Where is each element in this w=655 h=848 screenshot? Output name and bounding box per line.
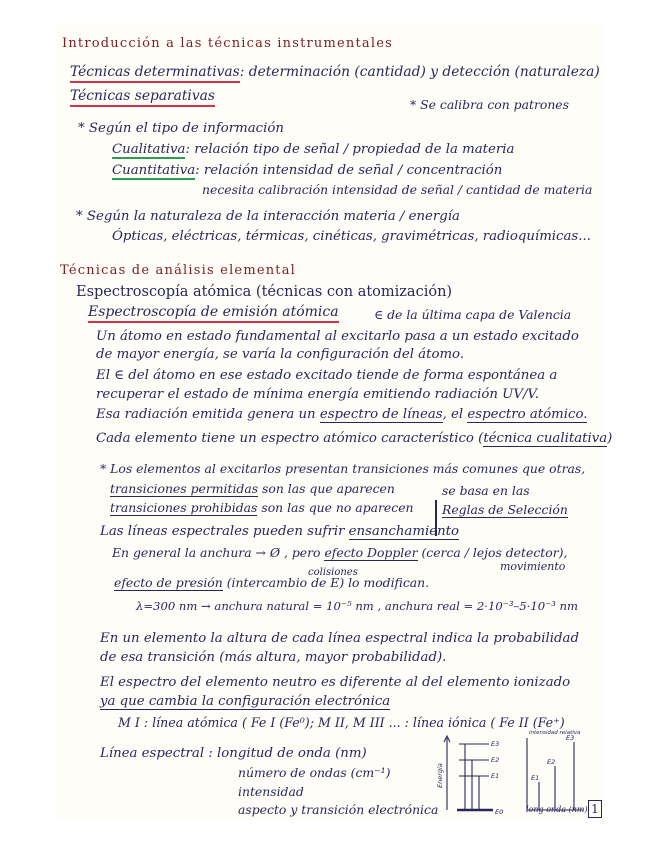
text: : determinación (cantidad) y detección (naturaleza)	[239, 64, 600, 80]
text: Las líneas espectrales pueden sufrir	[100, 524, 345, 539]
line-calibracion: necesita calibración intensidad de señal / cantidad de materia	[202, 182, 593, 197]
bullet-tipo-informacion: * Según el tipo de información	[78, 121, 284, 136]
term-reglas-seleccion: Reglas de Selección	[442, 502, 568, 517]
level-label-e1: E1	[491, 772, 500, 780]
term-permitidas: transiciones permitidas	[110, 481, 259, 496]
text: En general la anchura → Ø , pero	[112, 545, 321, 560]
line-permitidas	[110, 480, 395, 497]
line-anchuras: λ=300 nm → anchura natural = 10⁻⁵ nm , anchura real = 2·10⁻³–5·10⁻³ nm	[136, 599, 579, 613]
notes-page	[56, 24, 613, 820]
text: (intercambio de E) lo modifican.	[226, 575, 430, 590]
level-label-e0: E0	[495, 808, 504, 816]
term-tecnica-cualitativa: técnica cualitativa	[483, 431, 608, 446]
line-intensidad: intensidad	[238, 784, 304, 799]
term-espectro-atomico: espectro atómico.	[467, 407, 588, 422]
note-movimiento: movimiento	[500, 560, 566, 573]
para-line: Un átomo en estado fundamental al excitarlo pasa a un estado excitado	[96, 329, 579, 344]
term-cualitativa: Cualitativa	[112, 142, 186, 157]
line-linea-espectral: Línea espectral : longitud de onda (nm)	[100, 746, 367, 761]
line-espectro-caracteristico	[96, 430, 612, 447]
term-efecto-presion: efecto de presión	[114, 575, 223, 590]
line-determinativas	[70, 64, 600, 81]
text: (cerca / lejos detector),	[421, 545, 568, 560]
para-line: El ∈ del átomo en ese estado excitado tiende de forma espontánea a	[96, 368, 558, 383]
document-title: Introducción a las técnicas instrumentales	[62, 36, 393, 51]
term-prohibidas: transiciones prohibidas	[110, 500, 258, 515]
bullet-transiciones: * Los elementos al excitarlos presentan transiciones más comunes que otras,	[100, 461, 586, 476]
page-number: 1	[588, 800, 602, 818]
note-calibra: * Se calibra con patrones	[410, 97, 569, 112]
line-ensanchamiento	[100, 523, 459, 540]
line-espectro-lineas	[96, 406, 587, 423]
term-emision-atomica: Espectroscopía de emisión atómica	[88, 304, 339, 323]
level-label-e2: E2	[491, 756, 500, 764]
term-determinativas: Técnicas determinativas	[70, 64, 240, 83]
line-emision	[88, 304, 339, 321]
wavelength-axis-label: long onda (nm)	[526, 805, 588, 814]
para-line: El espectro del elemento neutro es diferente al del elemento ionizado	[100, 675, 571, 690]
para-line: de esa transición (más altura, mayor probabilidad).	[100, 650, 447, 665]
text: Esa radiación emitida genera un	[96, 407, 316, 422]
peak-label: E1	[531, 774, 540, 782]
section-heading-elemental: Técnicas de análisis elemental	[60, 263, 297, 278]
intensity-label: intensidad relativa	[529, 730, 581, 736]
energy-label: Energía	[436, 763, 444, 788]
text: : relación tipo de señal / propiedad de la materia	[185, 142, 515, 157]
peak-label: E3	[566, 734, 575, 742]
line-presion	[114, 574, 429, 591]
note-valencia: ∈ de la última capa de Valencia	[374, 307, 572, 322]
peak-label: E2	[547, 758, 556, 766]
para-line: En un elemento la altura de cada línea espectral indica la probabilidad	[100, 631, 579, 646]
text: )	[607, 431, 613, 446]
term-doppler: efecto Doppler	[324, 545, 418, 560]
line-cuantitativa	[112, 162, 502, 179]
line-aspecto: aspecto y transición electrónica	[238, 802, 439, 817]
term-configuracion: ya que cambia la configuración electrónica	[100, 694, 391, 709]
term-cuantitativa: Cuantitativa	[112, 163, 196, 178]
subheading-espectroscopia: Espectroscopía atómica (técnicas con atomización)	[76, 284, 453, 300]
para-line: recuperar el estado de mínima energía emitiendo radiación UV/V.	[96, 387, 539, 402]
line-configuracion	[100, 693, 390, 710]
text: , el	[442, 407, 464, 422]
note-reglas	[442, 501, 568, 518]
term-espectro-lineas: espectro de líneas	[319, 407, 443, 422]
bullet-naturaleza: * Según la naturaleza de la interacción materia / energía	[76, 209, 460, 224]
note-colisiones: colisiones	[308, 567, 358, 578]
text: Cada elemento tiene un espectro atómico característico (	[96, 431, 484, 446]
text: : relación intensidad de señal / concentración	[195, 163, 503, 178]
term-ensanchamiento: ensanchamiento	[348, 524, 460, 539]
note-se-basa: se basa en las	[442, 483, 530, 498]
term-separativas: Técnicas separativas	[70, 88, 215, 107]
para-line: de mayor energía, se varía la configuración del átomo.	[96, 347, 465, 362]
line-separativas	[70, 88, 215, 105]
line-tipos-tecnicas: Ópticas, eléctricas, térmicas, cinéticas, gravimétricas, radioquímicas...	[112, 229, 591, 244]
line-mi-mii: M I : línea atómica ( Fe I (Fe⁰); M II, M III ... : línea iónica ( Fe II (Fe⁺)	[118, 715, 565, 730]
level-label-e3: E3	[491, 740, 500, 748]
line-numero-ondas: número de ondas (cm⁻¹)	[238, 765, 391, 780]
line-cualitativa	[112, 141, 514, 158]
line-prohibidas	[110, 499, 414, 516]
text: son las que aparecen	[262, 481, 395, 496]
text: son las que no aparecen	[261, 500, 414, 515]
